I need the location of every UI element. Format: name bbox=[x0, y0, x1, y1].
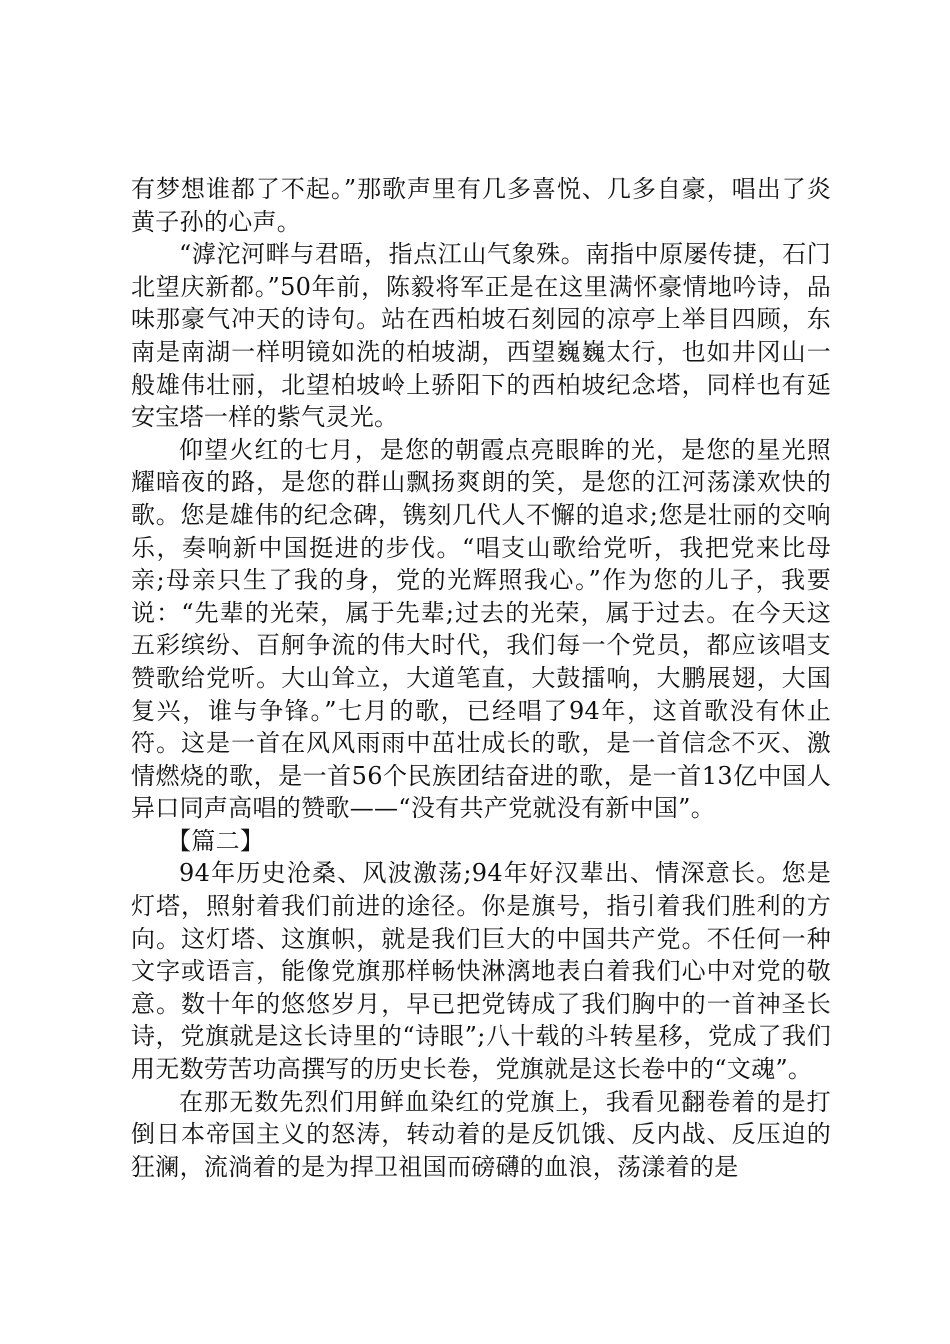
paragraph-continuation: 有梦想谁都了不起。”那歌声里有几多喜悦、几多自豪，唱出了炎黄子孙的心声。 bbox=[131, 175, 831, 236]
section-heading-part-two: 【篇二】 bbox=[167, 826, 265, 855]
paragraph-party-flag: 在那无数先烈们用鲜血染红的党旗上，我看见翻卷着的是打倒日本帝国主义的怒涛，转动着的是反饥饿、反内战、反压迫的狂澜，流淌着的是为捍卫祖国而磅礴的血浪，荡漾着的是 bbox=[131, 1087, 831, 1181]
paragraph-poem-xibaipo: “滹沱河畔与君晤，指点江山气象殊。南指中原屡传捷，石门北望庆新都。”50年前，陈毅将军正是在这里满怀豪情地吟诗，品味那豪气冲天的诗句。站在西柏坡石刻园的凉亭上举目四顾，东南是南湖一样明镜如洗的柏坡湖，西望巍巍太行，也如井冈山一般雄伟壮丽，北望柏坡岭上骄阳下的西柏坡纪念塔，同样也有延安宝塔一样的紫气灵光。 bbox=[131, 240, 831, 432]
document-body bbox=[131, 173, 831, 1183]
paragraph-july-song: 仰望火红的七月，是您的朝霞点亮眼眸的光，是您的星光照耀暗夜的路，是您的群山飘扬爽朗的笑，是您的江河荡漾欢快的歌。您是雄伟的纪念碑，镌刻几代人不懈的追求;您是壮丽的交响乐，奏响新中国挺进的步伐。“唱支山歌给党听，我把党来比母亲;母亲只生了我的身，党的光辉照我心。”作为您的儿子，我要说：“先辈的光荣，属于先辈;过去的光荣，属于过去。在今天这五彩缤纷、百舸争流的伟大时代，我们每一个党员，都应该唱支赞歌给党听。大山耸立，大道笔直，大鼓擂响，大鹏展翅，大国复兴，谁与争锋。”七月的歌，已经唱了94年，这首歌没有休止符。这是一首在风风雨雨中茁壮成长的歌，是一首信念不灭、激情燃烧的歌，是一首56个民族团结奋进的歌，是一首13亿中国人异口同声高唱的赞歌——“没有共产党就没有新中国”。 bbox=[131, 435, 831, 823]
paragraph-94-years: 94年历史沧桑、风波激荡;94年好汉辈出、情深意长。您是灯塔，照射着我们前进的途径。你是旗号，指引着我们胜利的方向。这灯塔、这旗帜，就是我们巨大的中国共产党。不任何一种文字或语言，能像党旗那样畅快淋漓地表白着我们心中对党的敬意。数十年的悠悠岁月，早已把党铸成了我们胸中的一首神圣长诗，党旗就是这长诗里的“诗眼”;八十载的斗转星移，党成了我们用无数劳苦功高撰写的历史长卷，党旗就是这长卷中的“文魂”。 bbox=[131, 859, 831, 1084]
